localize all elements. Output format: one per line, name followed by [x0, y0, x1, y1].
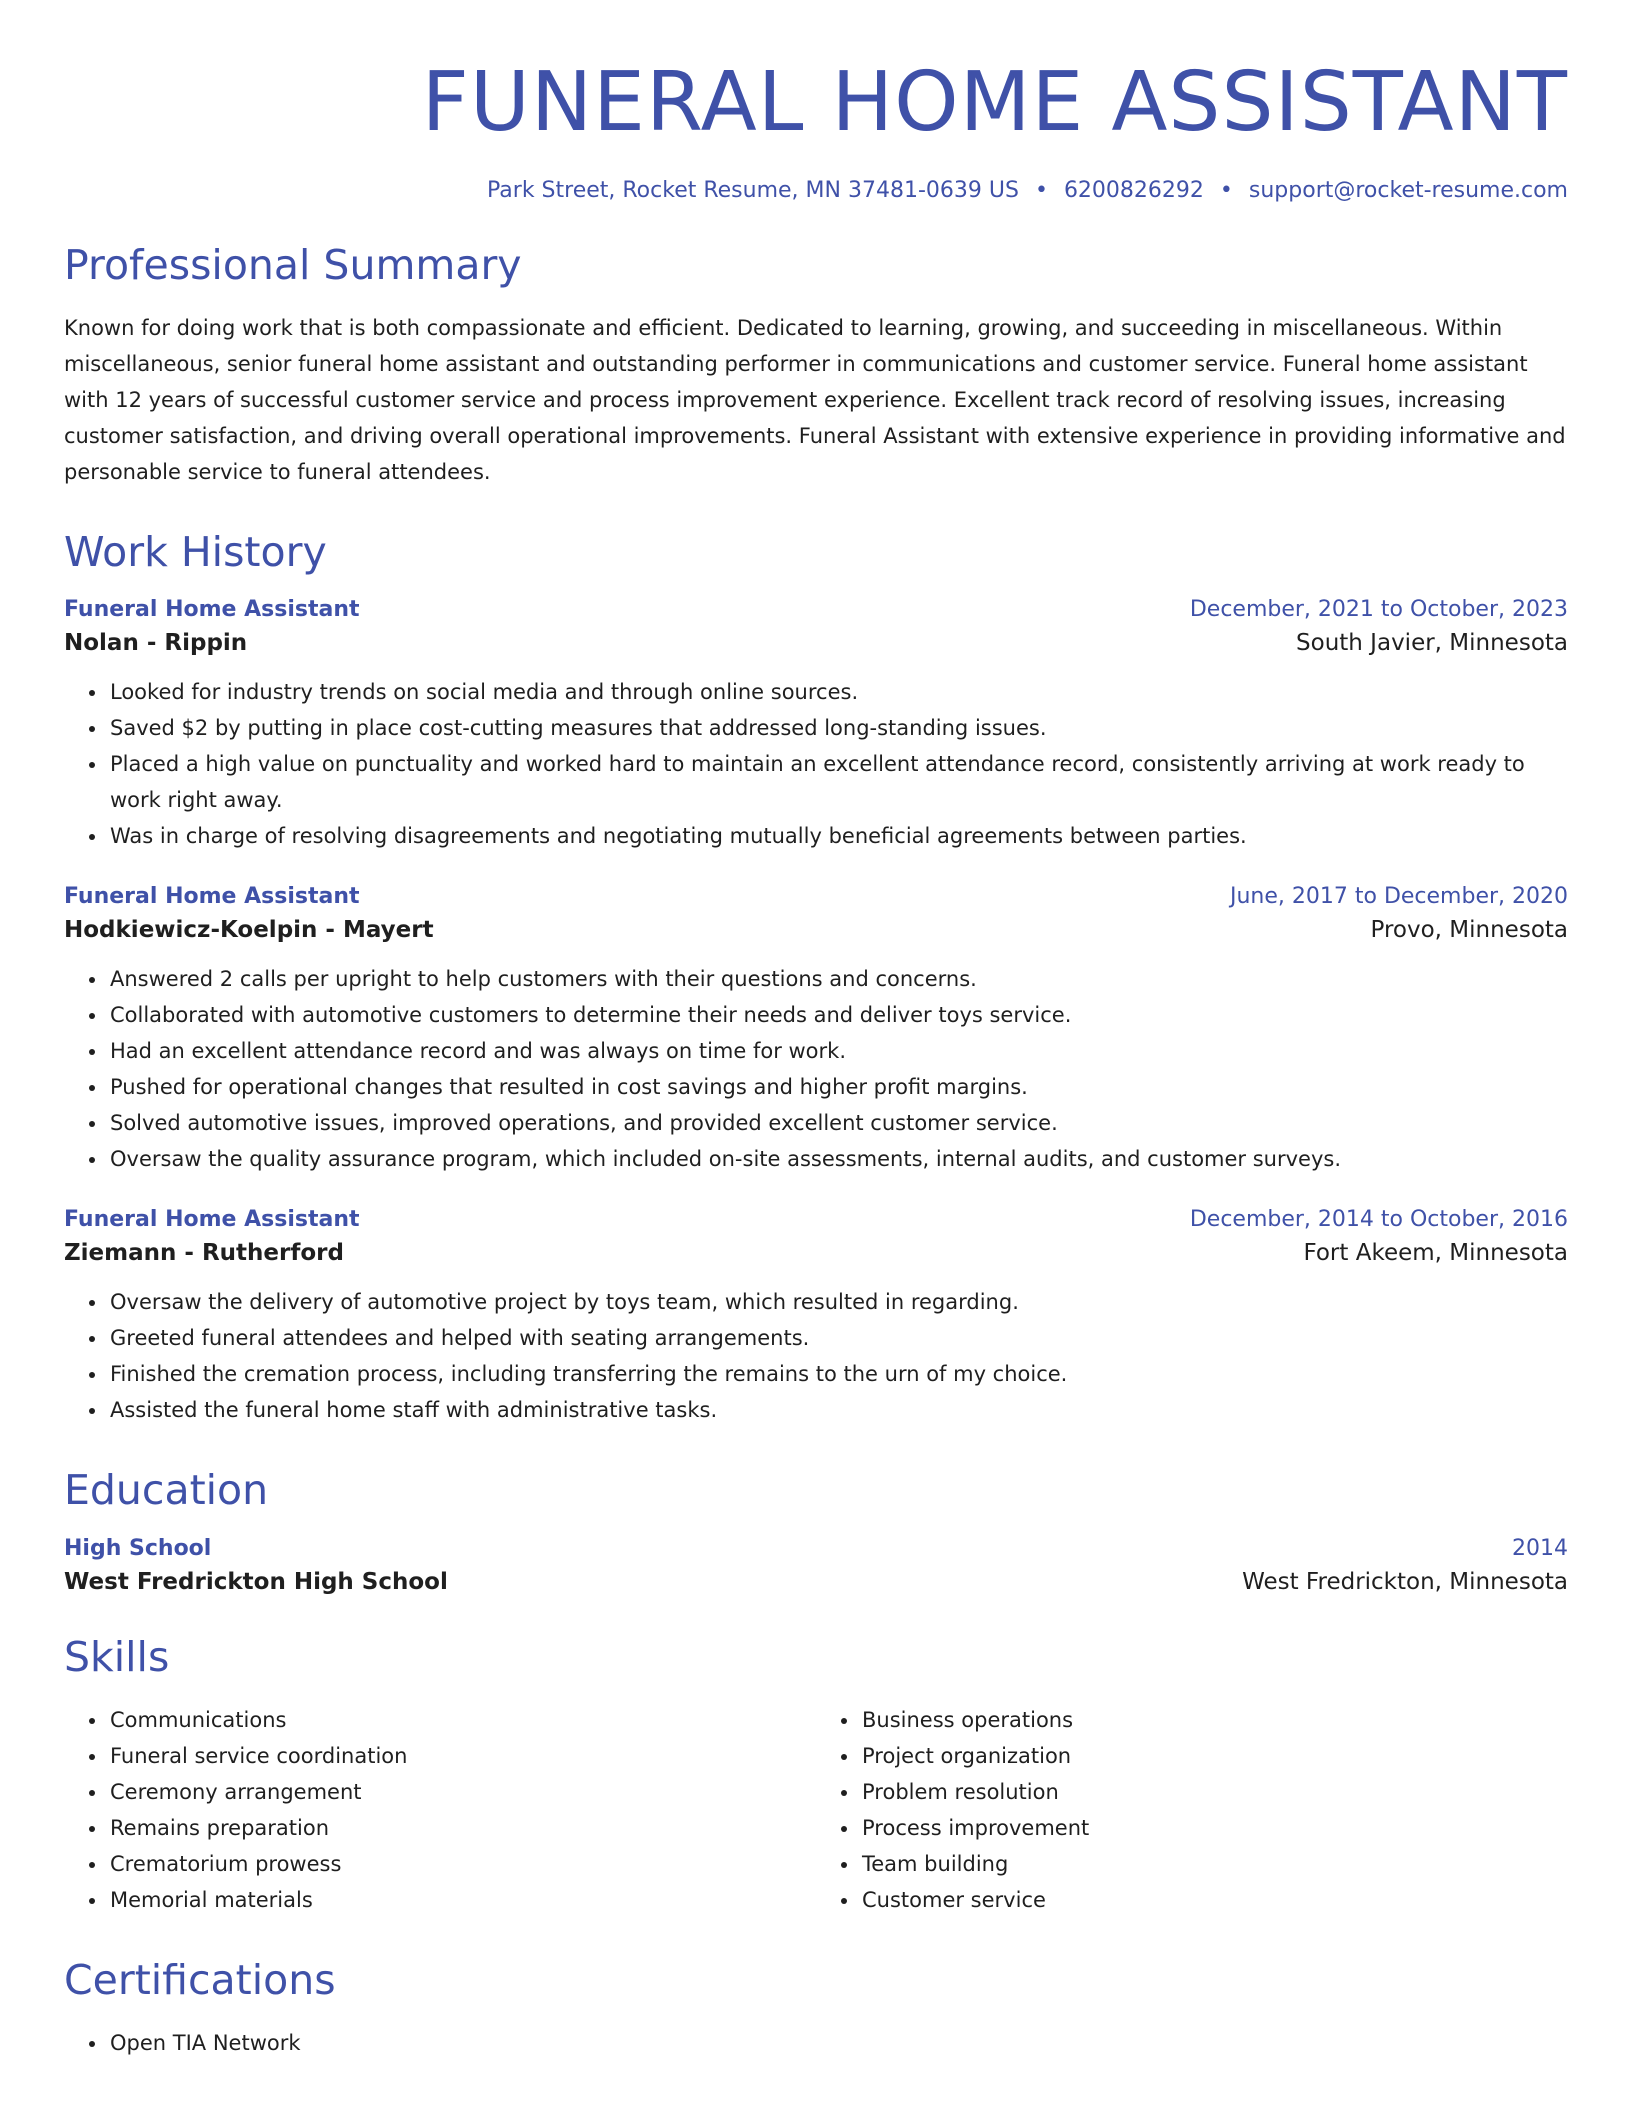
- list-item: • Remains preparation: [108, 1810, 816, 1846]
- job-dates: December, 2014 to October, 2016: [1189, 1207, 1568, 1233]
- job-bullets: [64, 1284, 1568, 1428]
- list-item: • Oversaw the delivery of automotive project by toys team, which resulted in regarding.: [108, 1284, 1568, 1320]
- degree: High School: [64, 1535, 212, 1561]
- list-item: • Problem resolution: [860, 1774, 1568, 1810]
- list-item: • Greeted funeral attendees and helped with seating arrangements.: [108, 1320, 1568, 1356]
- resume-header: [64, 48, 1568, 203]
- list-item: • Was in charge of resolving disagreements and negotiating mutually beneficial agreements between parties.: [108, 818, 1568, 854]
- list-item: • Placed a high value on punctuality and worked hard to maintain an excellent attendance record, consistently arriving at work ready to work right away.: [108, 746, 1568, 818]
- list-item: • Team building: [860, 1846, 1568, 1882]
- job-entry: [64, 1207, 1568, 1428]
- work-history-heading: Work History: [64, 528, 327, 577]
- job-location: South Javier, Minnesota: [1296, 630, 1568, 657]
- company-name: Nolan - Rippin: [64, 630, 248, 657]
- list-item: • Communications: [108, 1702, 816, 1738]
- list-item: • Collaborated with automotive customers to determine their needs and deliver toys service.: [108, 997, 1568, 1033]
- job-location: Fort Akeem, Minnesota: [1303, 1240, 1568, 1267]
- summary-heading: Professional Summary: [64, 241, 522, 289]
- skills-list-right: [816, 1702, 1568, 1918]
- separator: •: [1034, 178, 1048, 203]
- list-item: • Funeral service coordination: [108, 1738, 816, 1774]
- resume-name: FUNERAL HOME ASSISTANT: [421, 55, 1568, 150]
- list-item: • Looked for industry trends on social media and through online sources.: [108, 674, 1568, 710]
- job-entry: [64, 597, 1568, 854]
- list-item: • Ceremony arrangement: [108, 1774, 816, 1810]
- education-heading: Education: [64, 1466, 269, 1515]
- list-item: • Assisted the funeral home staff with administrative tasks.: [108, 1392, 1568, 1428]
- separator: •: [1219, 178, 1233, 203]
- contact-line: [64, 178, 1568, 203]
- list-item: • Process improvement: [860, 1810, 1568, 1846]
- job-title: Funeral Home Assistant: [64, 884, 360, 910]
- job-location: Provo, Minnesota: [1370, 917, 1568, 944]
- email: support@rocket-resume.com: [1248, 178, 1568, 203]
- list-item: • Open TIA Network: [108, 2025, 1568, 2061]
- list-item: • Had an excellent attendance record and was always on time for work.: [108, 1033, 1568, 1069]
- skills-list-left: [64, 1702, 816, 1918]
- school-location: West Fredrickton, Minnesota: [1242, 1568, 1568, 1595]
- education-entry: [64, 1536, 1568, 1595]
- job-bullets: [64, 961, 1568, 1177]
- list-item: • Customer service: [860, 1882, 1568, 1918]
- job-entry: [64, 884, 1568, 1177]
- address: Park Street, Rocket Resume, MN 37481-0639 US: [487, 178, 1019, 203]
- skills-heading: Skills: [64, 1632, 170, 1681]
- list-item: • Crematorium prowess: [108, 1846, 816, 1882]
- school-name: West Fredrickton High School: [64, 1568, 448, 1595]
- job-dates: December, 2021 to October, 2023: [1189, 597, 1568, 623]
- graduation-year: 2014: [1512, 1535, 1568, 1561]
- list-item: • Saved $2 by putting in place cost-cutting measures that addressed long-standing issues.: [108, 710, 1568, 746]
- job-title: Funeral Home Assistant: [64, 597, 360, 623]
- certifications-heading: Certifications: [64, 1955, 336, 2004]
- list-item: • Finished the cremation process, including transferring the remains to the urn of my choice.: [108, 1356, 1568, 1392]
- list-item: • Oversaw the quality assurance program, which included on-site assessments, internal audits, and customer surveys.: [108, 1141, 1568, 1177]
- list-item: • Solved automotive issues, improved operations, and provided excellent customer service.: [108, 1105, 1568, 1141]
- job-title: Funeral Home Assistant: [64, 1207, 360, 1233]
- phone: 6200826292: [1063, 178, 1204, 203]
- list-item: • Pushed for operational changes that resulted in cost savings and higher profit margins.: [108, 1069, 1568, 1105]
- summary-text: Known for doing work that is both compassionate and efficient. Dedicated to learning, growing, and succeeding in miscellaneous. Within miscellaneous, senior funeral home assistant and outstanding performer in communications and customer service. Funeral home assistant with 12 years of successful customer service and process improvement experience. Excellent track record of resolving issues, increasing customer satisfaction, and driving overall operational improvements. Funeral Assistant with extensive experience in providing informative and personable service to funeral attendees.: [64, 316, 1566, 485]
- job-bullets: [64, 674, 1568, 854]
- company-name: Hodkiewicz-Koelpin - Mayert: [64, 917, 434, 944]
- company-name: Ziemann - Rutherford: [64, 1240, 344, 1267]
- list-item: • Memorial materials: [108, 1882, 816, 1918]
- certifications-list: [64, 2025, 1568, 2061]
- job-dates: June, 2017 to December, 2020: [1229, 884, 1568, 910]
- list-item: • Business operations: [860, 1702, 1568, 1738]
- list-item: • Project organization: [860, 1738, 1568, 1774]
- skills-columns: [64, 1702, 1568, 1918]
- list-item: • Answered 2 calls per upright to help customers with their questions and concerns.: [108, 961, 1568, 997]
